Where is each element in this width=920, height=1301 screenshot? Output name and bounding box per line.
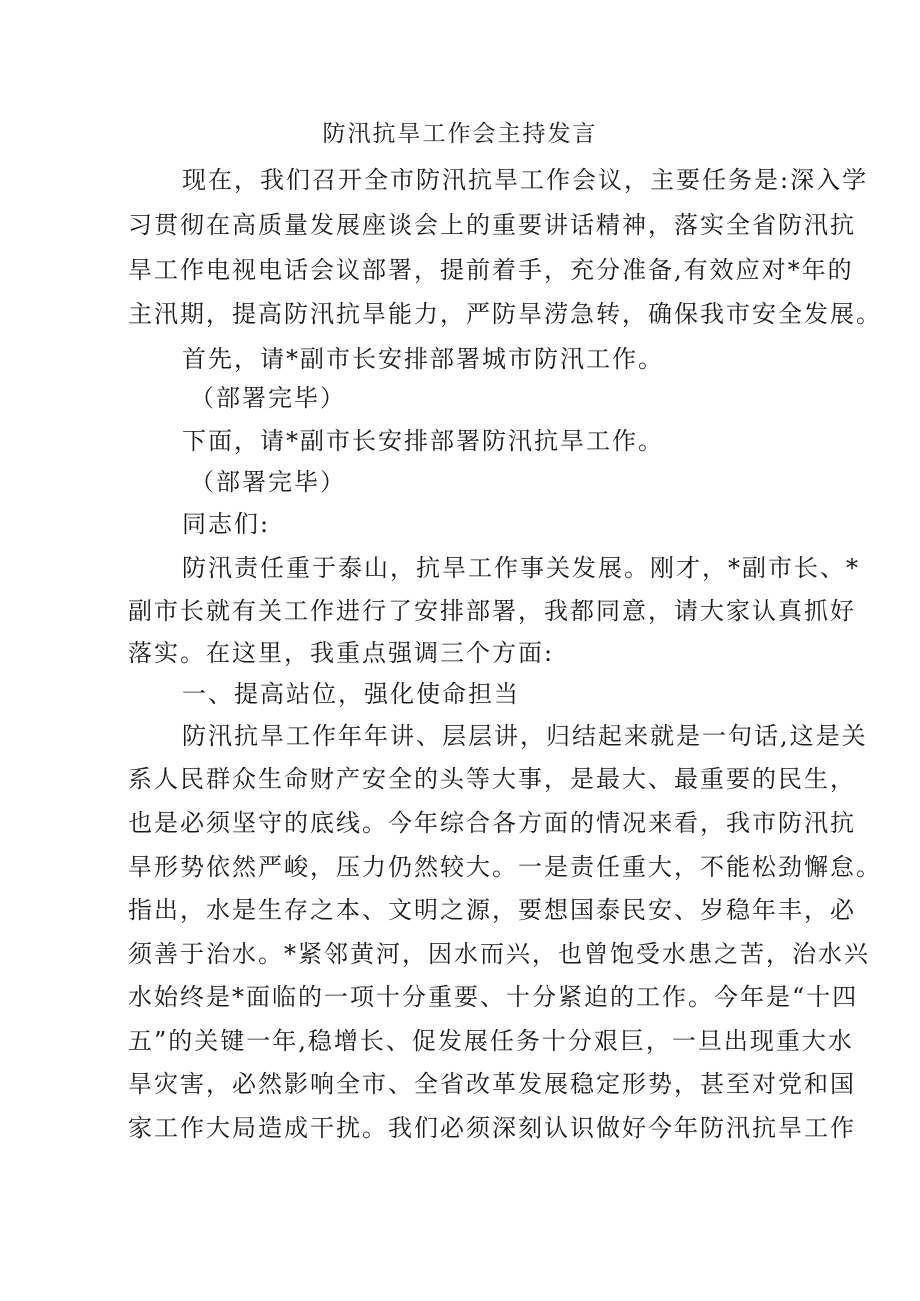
body-line: 防汛抗旱工作年年讲、层层讲，归结起来就是一句话,这是关 — [182, 722, 868, 750]
body-line: 指出，水是生存之本、文明之源，要想国泰民安、岁稳年丰，必 — [128, 896, 856, 924]
document-title: 防汛抗旱工作会主持发言 — [322, 121, 598, 147]
body-line: （部署完毕） — [190, 468, 346, 496]
body-line: 首先，请*副市长安排部署城市防汛工作。 — [182, 345, 664, 373]
body-line: 旱灾害，必然影响全市、全省改革发展稳定形势，甚至对党和国 — [128, 1070, 856, 1098]
body-line: 副市长就有关工作进行了安排部署，我都同意，请大家认真抓好 — [128, 597, 856, 625]
body-line: 须善于治水。*紧邻黄河，因水而兴，也曾饱受水患之苦，治水兴 — [128, 940, 870, 968]
body-line: 水始终是*面临的一项十分重要、十分紧迫的工作。今年是“十四 — [128, 983, 859, 1011]
body-line: 防汛责任重于泰山，抗旱工作事关发展。刚才，*副市长、* — [182, 554, 860, 582]
body-line: 主汛期，提高防汛抗旱能力，严防旱涝急转，确保我市安全发展。 — [128, 300, 882, 328]
body-line: 系人民群众生命财产安全的头等大事，是最大、最重要的民生， — [128, 765, 856, 793]
body-line: 旱工作电视电话会议部署，提前着手，充分准备,有效应对*年的 — [128, 256, 854, 284]
section-heading: 一、提高站位，强化使命担当 — [182, 680, 520, 708]
body-line: 下面，请*副市长安排部署防汛抗旱工作。 — [182, 427, 664, 455]
body-line: （部署完毕） — [190, 384, 346, 412]
body-line: 现在，我们召开全市防汛抗旱工作会议，主要任务是:深入学 — [182, 166, 869, 194]
body-line: 五”的关键一年,稳增长、促发展任务十分艰巨，一旦出现重大水 — [128, 1027, 854, 1055]
body-line: 同志们: — [182, 510, 271, 538]
body-line: 习贯彻在高质量发展座谈会上的重要讲话精神，落实全省防汛抗 — [128, 211, 856, 239]
body-line: 落实。在这里，我重点强调三个方面: — [128, 639, 555, 667]
body-line: 旱形势依然严峻，压力仍然较大。一是责任重大，不能松劲懈怠。 — [128, 853, 882, 881]
body-line: 也是必须坚守的底线。今年综合各方面的情况来看，我市防汛抗 — [128, 809, 856, 837]
body-line: 家工作大局造成干扰。我们必须深刻认识做好今年防汛抗旱工作 — [128, 1114, 856, 1142]
